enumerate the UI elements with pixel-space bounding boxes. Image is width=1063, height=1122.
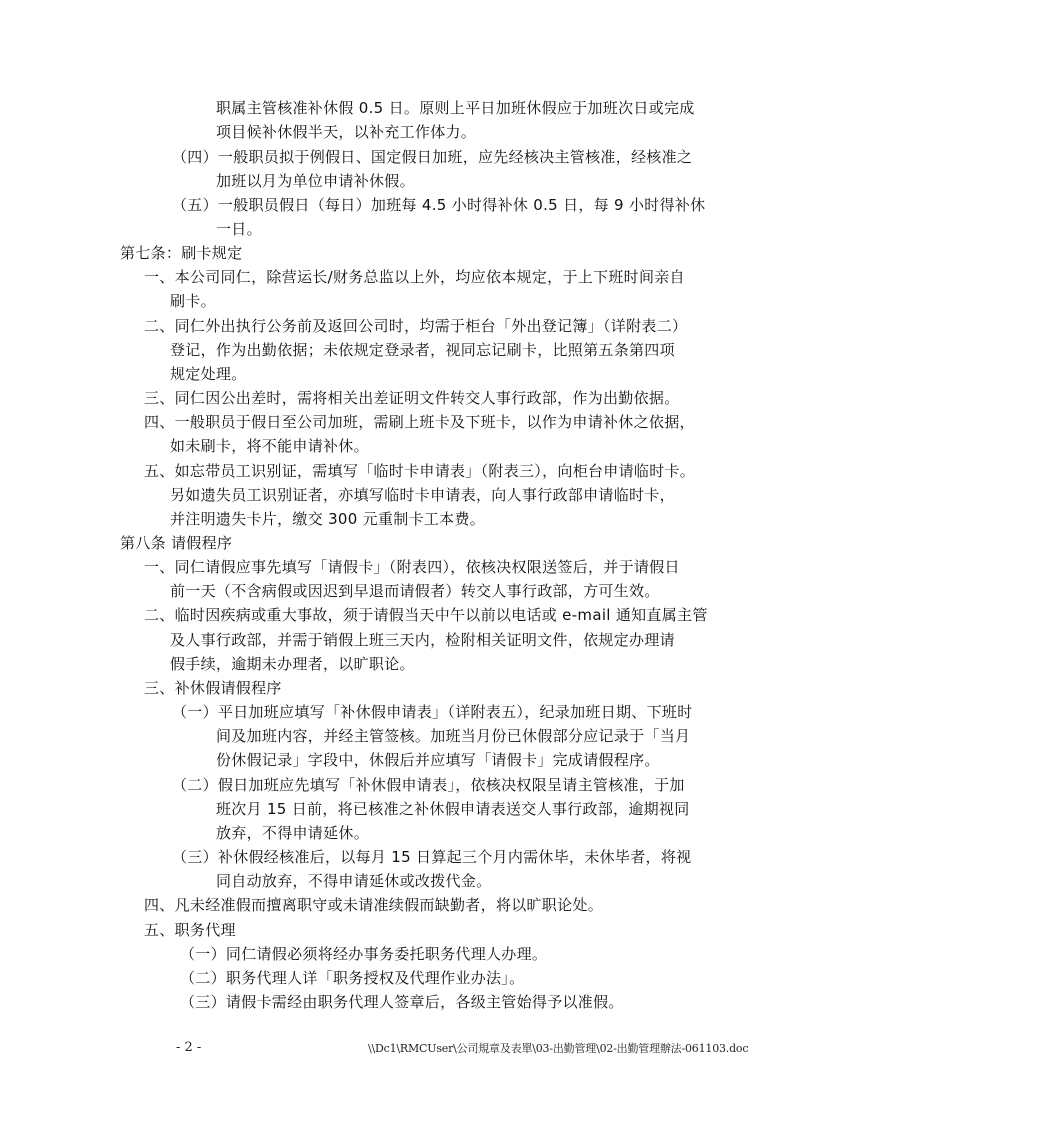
text-line: 假手续，逾期未办理者，以旷职论。 [170,655,415,673]
text-line: 及人事行政部，并需于销假上班三天内，检附相关证明文件，依规定办理请 [170,631,675,649]
text-line: 份休假记录」字段中，休假后并应填写「请假卡」完成请假程序。 [216,751,660,769]
text-line: （一）同仁请假必须将经办事务委托职务代理人办理。 [180,945,548,963]
text-line: 同自动放弃，不得申请延休或改拨代金。 [216,872,492,890]
text-line: 五、职务代理 [144,921,236,939]
text-line: （二）职务代理人详「职务授权及代理作业办法」。 [180,969,525,987]
page-number: - 2 - [176,1040,202,1055]
text-line: （五）一般职员假日（每日）加班每 4.5 小时得补休 0.5 日，每 9 小时得补休 [172,196,706,214]
text-line: 登记，作为出勤依据；未依规定登录者，视同忘记刷卡，比照第五条第四项 [170,341,675,359]
text-line: 另如遗失员工识别证者，亦填写临时卡申请表，向人事行政部申请临时卡， [170,486,675,504]
text-line: （一）平日加班应填写「补休假申请表」（详附表五），纪录加班日期、下班时 [172,703,693,721]
text-line: 规定处理。 [170,365,247,383]
text-line: 三、同仁因公出差时，需将相关出差证明文件转交人事行政部，作为出勤依据。 [144,389,680,407]
text-line: 加班以月为单位申请补休假。 [216,172,415,190]
text-line: （二）假日加班应先填写「补休假申请表」，依核决权限呈请主管核准，于加 [172,776,685,794]
text-line: 一、本公司同仁，除营运长/财务总监以上外，均应依本规定，于上下班时间亲自 [144,268,685,286]
text-line: 前一天（不含病假或因迟到早退而请假者）转交人事行政部，方可生效。 [170,582,660,600]
text-line: 四、凡未经准假而擅离职守或未请准续假而缺勤者，将以旷职论处。 [144,896,604,914]
text-line: 一日。 [216,220,262,238]
text-line: （三）请假卡需经由职务代理人签章后，各级主管始得予以准假。 [180,993,624,1011]
text-line: 班次月 15 日前，将已核准之补休假申请表送交人事行政部，逾期视同 [216,800,690,818]
text-line: 二、同仁外出执行公务前及返回公司时，均需于柜台「外出登记簿」（详附表二） [144,317,688,335]
text-line: 三、补休假请假程序 [144,679,282,697]
footer-file-path: \\Dc1\RMCUser\公司規章及表單\03-出勤管理\02-出勤管理辦法-061103.doc [368,1042,749,1055]
text-line: 刷卡。 [170,292,216,310]
article-heading: 第八条 请假程序 [120,534,233,552]
text-line: 一、同仁请假应事先填写「请假卡」（附表四），依核决权限送签后，并于请假日 [144,558,680,576]
text-line: 间及加班内容，并经主管签核。加班当月份已休假部分应记录于「当月 [216,727,691,745]
text-line: 放弃，不得申请延休。 [216,824,370,842]
text-line: 如未刷卡，将不能申请补休。 [170,437,369,455]
text-line: （三）补休假经核准后，以每月 15 日算起三个月内需休毕，未休毕者，将视 [172,848,692,866]
text-line: （四）一般职员拟于例假日、国定假日加班，应先经核决主管核准，经核准之 [172,148,693,166]
text-line: 并注明遗失卡片，缴交 300 元重制卡工本费。 [170,510,486,528]
text-line: 项目候补休假半天，以补充工作体力。 [216,123,477,141]
text-line: 职属主管核准补休假 0.5 日。原则上平日加班休假应于加班次日或完成 [216,99,695,117]
text-line: 二、临时因疾病或重大事故，须于请假当天中午以前以电话或 e-mail 通知直属主管 [144,606,708,624]
article-heading: 第七条：刷卡规定 [120,244,243,262]
text-line: 四、一般职员于假日至公司加班，需刷上班卡及下班卡，以作为申请补休之依据， [144,413,695,431]
text-line: 五、如忘带员工识别证，需填写「临时卡申请表」（附表三），向柜台申请临时卡。 [144,462,696,480]
